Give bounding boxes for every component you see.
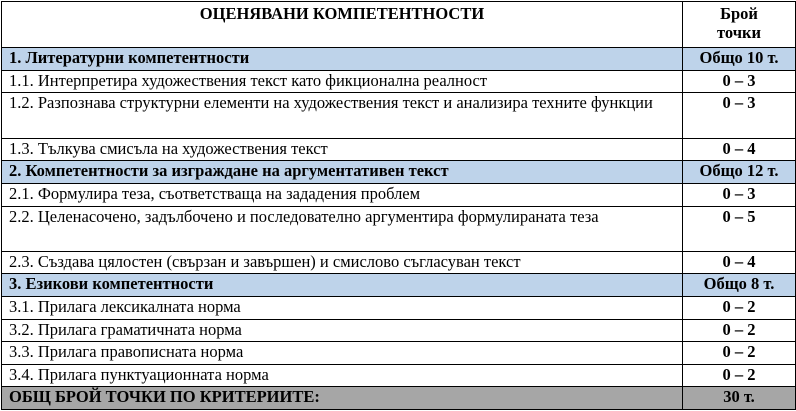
total-row <box>2 387 796 410</box>
section-title: 1. Литературни компетентности <box>2 48 683 71</box>
total-label: ОБЩ БРОЙ ТОЧКИ ПО КРИТЕРИИТЕ: <box>2 387 683 410</box>
header-points-line1: Брой <box>720 4 758 23</box>
total-points: 30 т. <box>683 387 796 410</box>
section-title: 2. Компетентности за изграждане на аргументативен текст <box>2 161 683 184</box>
section-row <box>2 48 796 71</box>
section-total: Общо 8 т. <box>683 274 796 297</box>
criterion-text: 2.1. Формулира теза, съответстваща на зададения проблем <box>2 183 683 206</box>
criterion-row <box>2 364 796 387</box>
header-competencies: ОЦЕНЯВАНИ КОМПЕТЕНТНОСТИ <box>2 2 683 48</box>
criterion-row <box>2 183 796 206</box>
criterion-points: 0 – 2 <box>683 319 796 342</box>
criterion-text: 3.4. Прилага пунктуационната норма <box>2 364 683 387</box>
criterion-row <box>2 342 796 365</box>
criterion-points: 0 – 2 <box>683 342 796 365</box>
criterion-text: 1.1. Интерпретира художествения текст като фикционална реалност <box>2 70 683 93</box>
criterion-row <box>2 251 796 274</box>
section-total: Общо 12 т. <box>683 161 796 184</box>
criterion-row <box>2 319 796 342</box>
criterion-text: 2.3. Създава цялостен (свързан и завършен) и смислово съгласуван текст <box>2 251 683 274</box>
header-points <box>683 2 796 48</box>
criterion-row <box>2 70 796 93</box>
competencies-table <box>1 1 796 410</box>
header-points-line2: точки <box>716 23 762 42</box>
criterion-points: 0 – 5 <box>683 206 796 251</box>
section-total: Общо 10 т. <box>683 48 796 71</box>
criterion-points: 0 – 4 <box>683 251 796 274</box>
section-row <box>2 274 796 297</box>
criterion-points: 0 – 2 <box>683 296 796 319</box>
criterion-text: 3.3. Прилага правописната норма <box>2 342 683 365</box>
section-title: 3. Езикови компетентности <box>2 274 683 297</box>
criterion-points: 0 – 2 <box>683 364 796 387</box>
criterion-text: 1.2. Разпознава структурни елементи на художествения текст и анализира техните функции <box>2 93 683 138</box>
criterion-text: 3.2. Прилага граматичната норма <box>2 319 683 342</box>
criterion-points: 0 – 3 <box>683 70 796 93</box>
criterion-text: 1.3. Тълкува смисъла на художествения текст <box>2 138 683 161</box>
criterion-row <box>2 138 796 161</box>
criterion-points: 0 – 3 <box>683 183 796 206</box>
criterion-text: 2.2. Целенасочено, задълбочено и последователно аргументира формулираната теза <box>2 206 683 251</box>
criterion-row <box>2 206 796 251</box>
section-row <box>2 161 796 184</box>
criterion-points: 0 – 4 <box>683 138 796 161</box>
criterion-row <box>2 93 796 138</box>
header-row <box>2 2 796 48</box>
criterion-text: 3.1. Прилага лексикалната норма <box>2 296 683 319</box>
criterion-points: 0 – 3 <box>683 93 796 138</box>
criterion-row <box>2 296 796 319</box>
